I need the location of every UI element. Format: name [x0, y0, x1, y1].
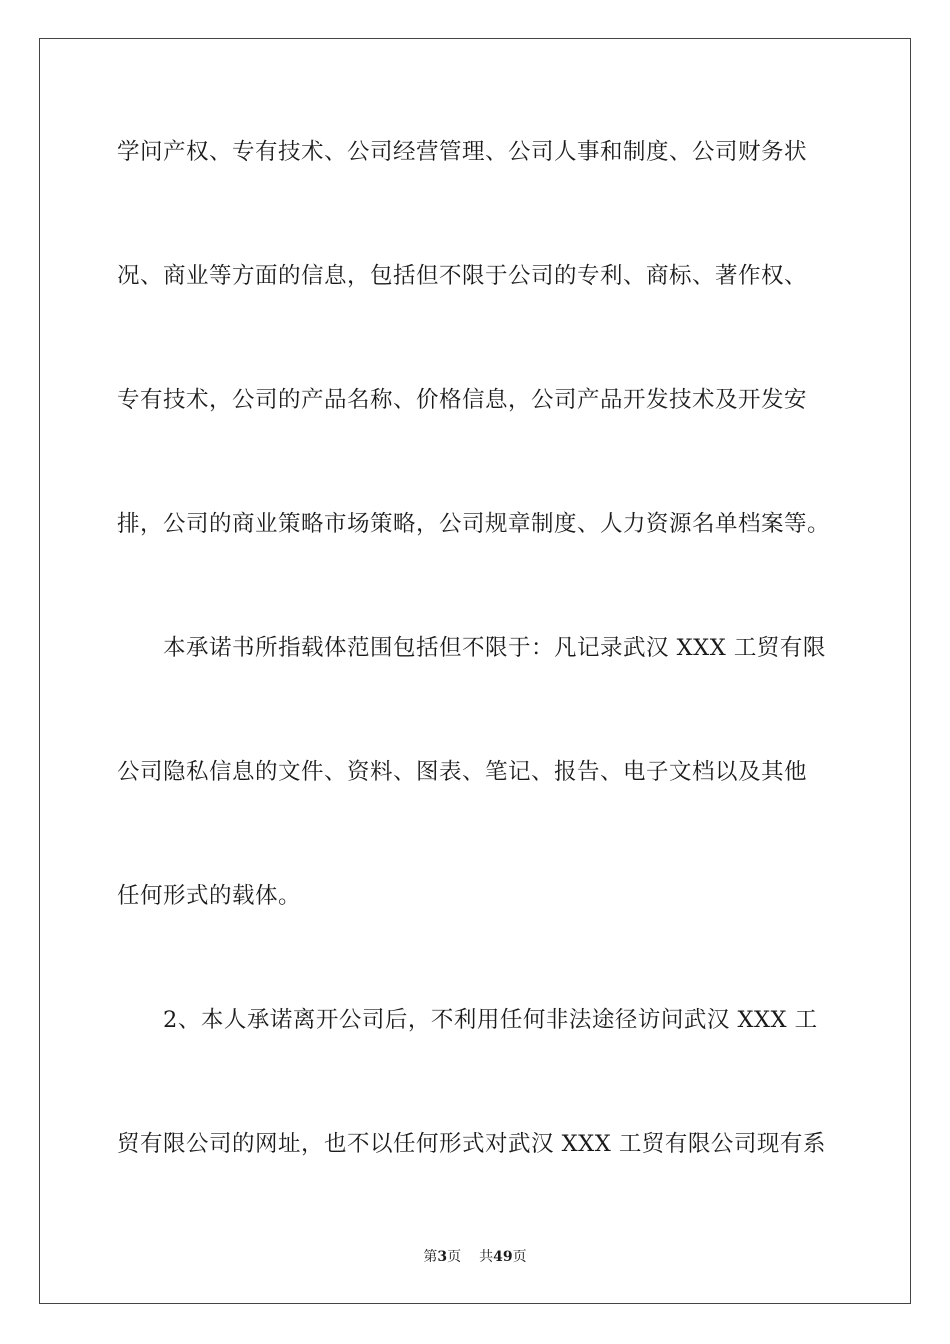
page-prefix: 第 — [423, 1249, 438, 1265]
total-prefix: 共 — [479, 1249, 494, 1265]
paragraph-line: 专有技术，公司的产品名称、价格信息，公司产品开发技术及开发安 — [117, 387, 808, 413]
paragraph-line: 排，公司的商业策略市场策略，公司规章制度、人力资源名单档案等。 — [117, 511, 831, 537]
page-suffix: 页 — [447, 1249, 462, 1265]
paragraph-line: 2、本人承诺离开公司后，不利用任何非法途径访问武汉 XXX 工 — [163, 1007, 818, 1033]
paragraph-line: 况、商业等方面的信息，包括但不限于公司的专利、商标、著作权、 — [117, 263, 808, 289]
paragraph-line: 学问产权、专有技术、公司经营管理、公司人事和制度、公司财务状 — [117, 139, 808, 165]
total-suffix: 页 — [512, 1249, 527, 1265]
paragraph-line: 任何形式的载体。 — [117, 883, 302, 909]
paragraph-line: 公司隐私信息的文件、资料、图表、笔记、报告、电子文档以及其他 — [117, 759, 808, 785]
page-border — [39, 38, 911, 1304]
page-footer — [0, 1248, 950, 1266]
paragraph-line: 贸有限公司的网址，也不以任何形式对武汉 XXX 工贸有限公司现有系 — [117, 1131, 826, 1157]
total-pages: 49 — [493, 1249, 513, 1265]
page-number: 3 — [437, 1249, 448, 1265]
paragraph-line: 本承诺书所指载体范围包括但不限于：凡记录武汉 XXX 工贸有限 — [163, 635, 826, 661]
